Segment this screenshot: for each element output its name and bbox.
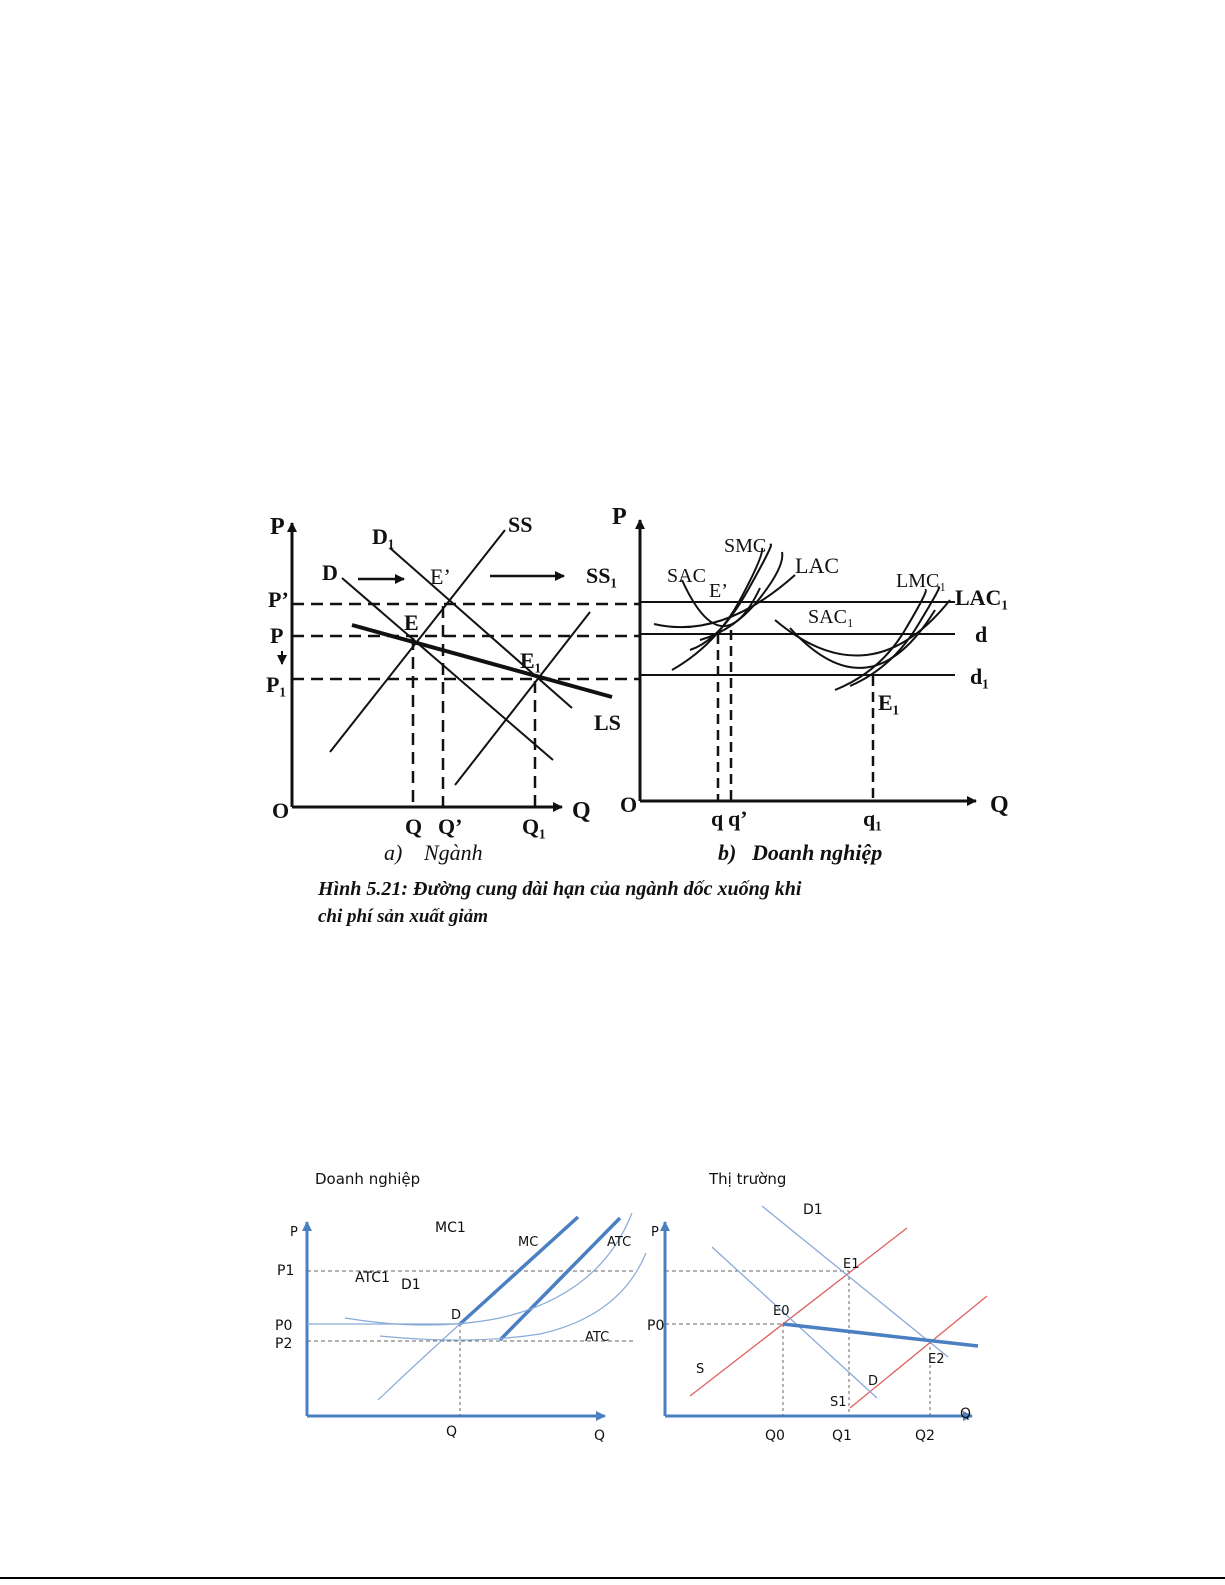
firm-q-axis-label: Q	[594, 1428, 606, 1444]
label-ss1: SS₁	[586, 563, 618, 588]
point-e1-firm: E₁	[878, 690, 900, 715]
firm-label-atc-top: ATC	[607, 1235, 632, 1250]
price-label-p1: P₁	[266, 672, 287, 697]
firm-label-mc1: MC1	[435, 1220, 466, 1236]
panel-b-title: Doanh nghiệp	[752, 840, 883, 865]
firm-p-axis-label: P	[290, 1225, 298, 1240]
market-qty-q0: Q0	[765, 1428, 785, 1444]
market-q-axis-label: Q	[960, 1406, 972, 1422]
curve-ss	[330, 530, 505, 752]
curve-ss1	[455, 612, 590, 785]
panel-a-industry	[266, 512, 640, 865]
firm-label-atc: ATC	[585, 1330, 610, 1345]
market-label-d: D	[868, 1374, 879, 1389]
firm-panel-title: Doanh nghiệp	[315, 1170, 421, 1188]
firm-label-mc: MC	[518, 1235, 539, 1250]
firm-label-d1: D1	[401, 1277, 421, 1293]
panel-b-q-axis-label: Q	[990, 792, 1009, 818]
market-curve-s1	[850, 1296, 987, 1408]
firm-price-p1: P1	[277, 1263, 295, 1279]
panel-a-p-axis-label: P	[270, 514, 285, 540]
qty-label-q-prime-firm: q’	[728, 806, 748, 831]
firm-label-atc1: ATC1	[355, 1270, 390, 1286]
market-price-p0: P0	[647, 1318, 665, 1334]
panel-a-title: Ngành	[424, 840, 483, 865]
firm-price-p2: P2	[275, 1336, 293, 1352]
qty-label-q-firm: q	[711, 806, 724, 831]
figure-caption-line-1: Hình 5.21: Đường cung dài hạn của ngành dốc xuống khi	[318, 878, 802, 900]
label-sac: SAC	[667, 565, 706, 587]
market-curve-d1	[762, 1206, 948, 1357]
panel-b-p-axis-label: P	[612, 504, 627, 530]
panel-a-q-axis-label: Q	[572, 798, 591, 824]
firm-curve-atc-top	[345, 1213, 632, 1325]
market-point-e0: E0	[773, 1304, 790, 1319]
firm-price-p0: P0	[275, 1318, 293, 1334]
point-e-prime: E’	[430, 564, 451, 589]
panel-b-sublabel: b)	[718, 840, 737, 865]
label-lac: LAC	[795, 553, 839, 578]
label-d: D	[322, 560, 338, 585]
market-point-e1: E1	[843, 1257, 860, 1272]
qty-label-q1-firm: q₁	[863, 806, 882, 831]
market-label-d1: D1	[803, 1202, 823, 1218]
market-label-s: S	[696, 1362, 705, 1377]
panel-a-sublabel: a)	[384, 840, 403, 865]
label-ss: SS	[508, 512, 533, 537]
price-label-p: P	[270, 623, 284, 648]
figure-2-firm	[275, 1170, 646, 1444]
market-label-s1: S1	[830, 1395, 847, 1410]
firm-curve-mc1	[378, 1324, 460, 1400]
point-e: E	[404, 610, 419, 635]
point-e-prime-firm: E’	[709, 580, 728, 602]
label-d1-firm: d₁	[970, 664, 989, 689]
label-sac1: SAC₁	[808, 606, 854, 628]
market-panel-title: Thị trường	[709, 1170, 787, 1188]
panel-b-origin: O	[620, 792, 638, 817]
market-p-axis-label: P	[651, 1225, 659, 1240]
label-lac1: LAC₁	[955, 585, 1009, 610]
label-d-firm: d	[975, 622, 988, 647]
firm-point-d: D	[451, 1308, 462, 1323]
panel-b-firm	[612, 504, 1009, 865]
qty-label-q1: Q₁	[522, 814, 546, 839]
label-d1: D₁	[372, 524, 395, 549]
figure-caption-line-2: chi phí sản xuất giảm	[318, 906, 488, 927]
curve-lac1	[775, 600, 950, 656]
qty-label-q: Q	[405, 814, 423, 839]
market-point-e2: E2	[928, 1352, 945, 1367]
point-e1: E₁	[520, 648, 542, 673]
panel-a-origin: O	[272, 798, 290, 823]
firm-qty-q: Q	[446, 1424, 458, 1440]
price-label-p-prime: P’	[268, 587, 289, 612]
label-ls: LS	[594, 710, 621, 735]
qty-label-q-prime: Q’	[438, 814, 463, 839]
page-bottom-border	[0, 1577, 1225, 1579]
label-lmc1: LMC₁	[896, 570, 947, 592]
market-qty-q1: Q1	[832, 1428, 852, 1444]
market-qty-q2: Q2	[915, 1428, 935, 1444]
label-smc: SMC	[724, 535, 767, 557]
market-curve-s	[690, 1228, 907, 1396]
figure-2-market	[647, 1170, 987, 1444]
